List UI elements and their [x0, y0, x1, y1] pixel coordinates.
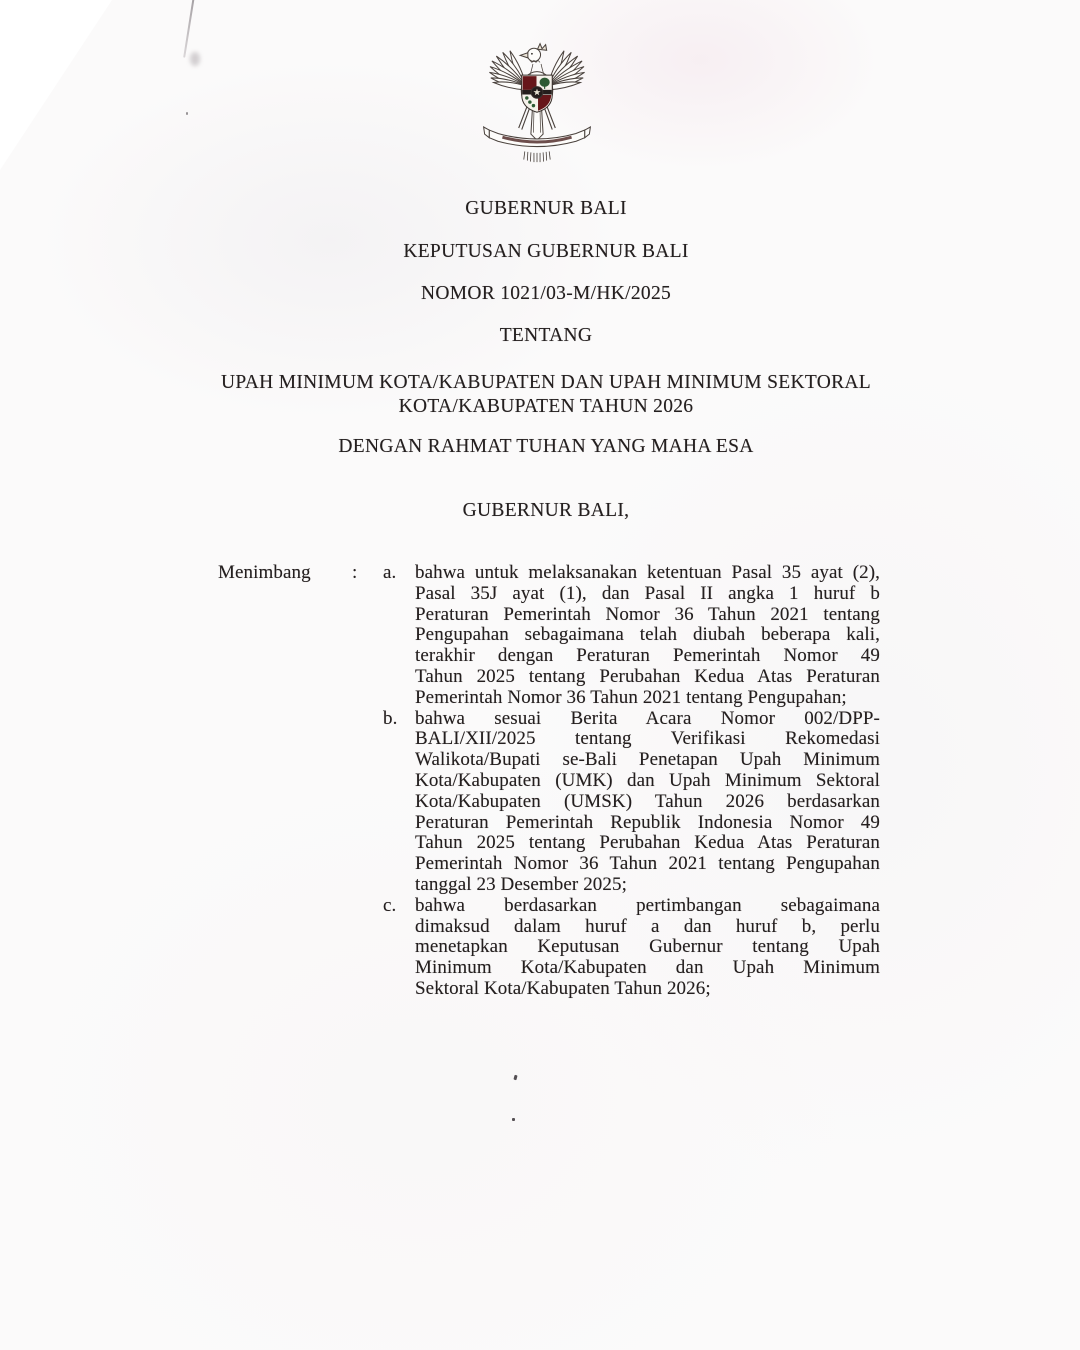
- item-letter: a.: [383, 562, 397, 583]
- text-line: menetapkan Keputusan Gubernur tentang Upah: [415, 936, 880, 958]
- ink-speck: [512, 1118, 515, 1121]
- item-letter: b.: [383, 707, 398, 729]
- text-line: Sektoral Kota/Kabupaten Tahun 2026;: [415, 977, 711, 999]
- menimbang-section: [0, 563, 1080, 1000]
- ink-speck: [186, 112, 188, 115]
- menimbang-colon: :: [352, 562, 358, 583]
- text-line: Peraturan Pemerintah Republik Indonesia Nomor 49: [415, 811, 880, 833]
- item-text: [415, 709, 880, 896]
- text-line: tanggal 23 Desember 2025;: [415, 873, 627, 895]
- garuda-pancasila-emblem: [476, 28, 598, 166]
- text-line: BALI/XII/2025 tentang Verifikasi Rekomedasi: [415, 728, 880, 750]
- item-text: [415, 896, 880, 1000]
- text-line: Kota/Kabupaten (UMK) dan Upah Minimum Sektoral: [415, 769, 880, 791]
- text-line: Minimum Kota/Kabupaten dan Upah Minimum: [415, 957, 880, 979]
- text-line: Kota/Kabupaten (UMSK) Tahun 2026 berdasarkan: [415, 790, 880, 812]
- text-line: Pengupahan sebagaimana telah diubah beberapa kali,: [415, 624, 880, 646]
- decree-number: NOMOR 1021/03-M/HK/2025: [420, 283, 672, 304]
- text-line: bahwa berdasarkan pertimbangan sebagaimana: [415, 894, 880, 916]
- text-line: Walikota/Bupati se-Bali Penetapan Upah Minimum: [415, 749, 880, 771]
- salutation-line: GUBERNUR BALI,: [462, 500, 630, 521]
- text-line: Peraturan Pemerintah Nomor 36 Tahun 2021 tentang: [415, 603, 880, 625]
- text-line: Pemerintah Nomor 36 Tahun 2021 tentang Pengupahan: [415, 853, 880, 875]
- text-line: dimaksud dalam huruf a dan huruf b, perlu: [415, 915, 880, 937]
- menimbang-label: Menimbang: [218, 562, 311, 583]
- text-line: Pasal 35J ayat (1), dan Pasal II angka 1 huruf b: [415, 582, 880, 604]
- text-line: Tahun 2025 tentang Perubahan Kedua Atas Peraturan: [415, 832, 880, 854]
- consider-item-c: [383, 896, 880, 1000]
- text-line: Tahun 2025 tentang Perubahan Kedua Atas Peraturan: [415, 665, 880, 687]
- consider-item-b: [383, 709, 880, 896]
- consider-item-a: [383, 563, 880, 709]
- institution-heading: GUBERNUR BALI: [465, 198, 627, 219]
- item-text: [415, 563, 880, 709]
- decree-title: [6, 371, 1080, 419]
- invocation-line: DENGAN RAHMAT TUHAN YANG MAHA ESA: [338, 436, 754, 457]
- text-line: Pemerintah Nomor 36 Tahun 2021 tentang Pengupahan;: [415, 686, 847, 708]
- item-letter: c.: [383, 894, 397, 916]
- text-line: bahwa untuk melaksanakan ketentuan Pasal 35 ayat (2),: [415, 562, 880, 583]
- text-line: terakhir dengan Peraturan Pemerintah Nomor 49: [415, 645, 880, 667]
- text-line: bahwa sesuai Berita Acara Nomor 002/DPP-: [415, 707, 880, 729]
- menimbang-items: [383, 563, 880, 1000]
- paper-crease-smudge: [190, 52, 200, 66]
- decree-title-line2: KOTA/KABUPATEN TAHUN 2026: [398, 396, 694, 417]
- decree-title-line1: UPAH MINIMUM KOTA/KABUPATEN DAN UPAH MINIMUM SEKTORAL: [221, 372, 871, 393]
- decree-type-heading: KEPUTUSAN GUBERNUR BALI: [403, 241, 689, 262]
- tentang-heading: TENTANG: [499, 325, 593, 346]
